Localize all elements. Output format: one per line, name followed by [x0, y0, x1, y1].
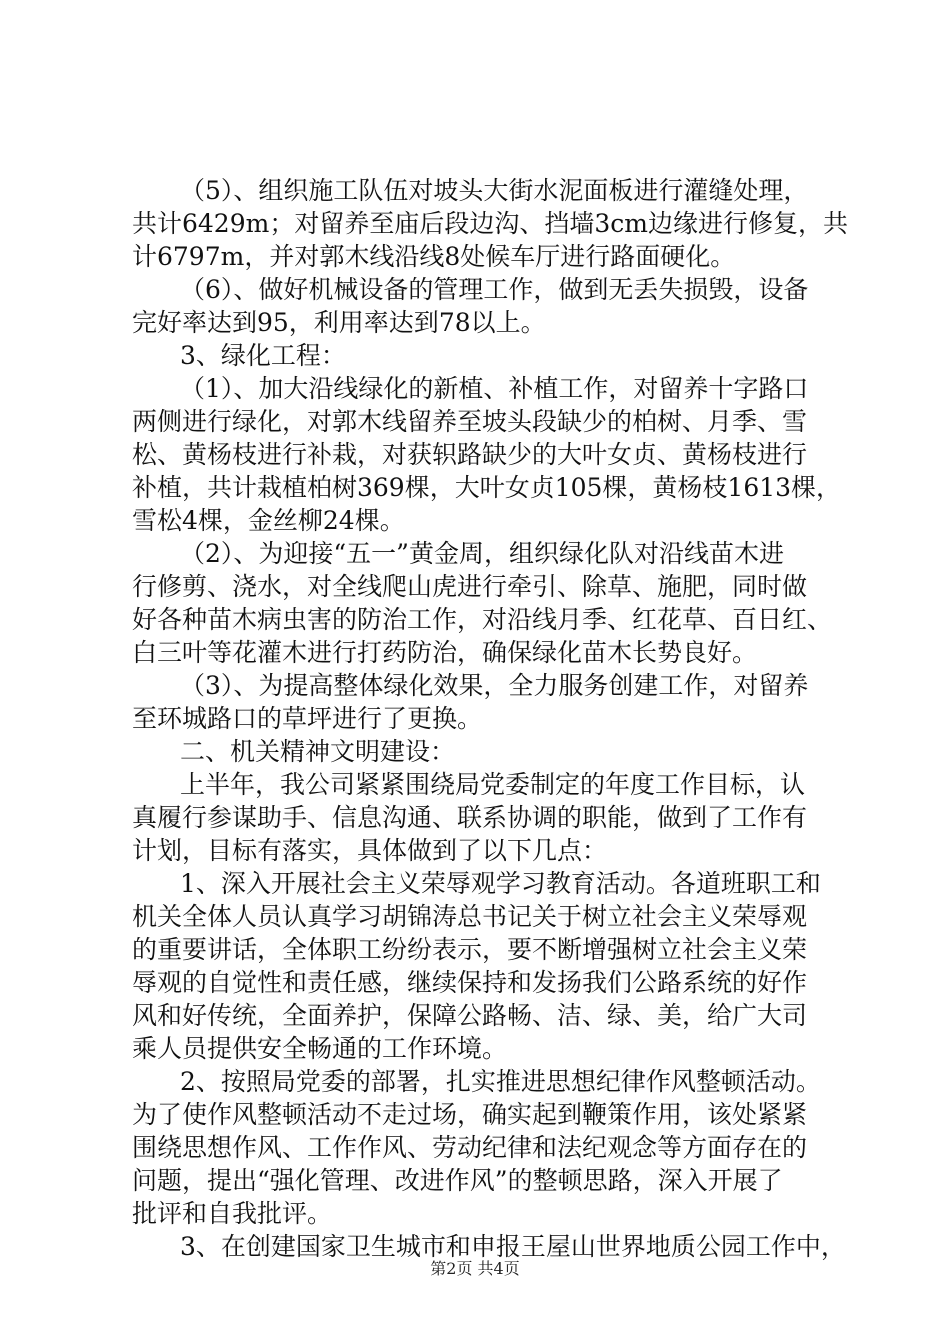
- text-line: 两侧进行绿化，对郭木线留养至坡头段缺少的柏树、月季、雪: [132, 407, 808, 436]
- text-line: 共计6429m；对留养至庙后段边沟、挡墙3cm边缘进行修复，共: [132, 209, 848, 238]
- text-line: 风和好传统，全面养护，保障公路畅、洁、绿、美，给广大司: [132, 1001, 808, 1030]
- text-line: 松、黄杨枝进行补栽，对获轵路缺少的大叶女贞、黄杨枝进行: [132, 440, 808, 469]
- text-line: 的重要讲话，全体职工纷纷表示，要不断增强树立社会主义荣: [132, 935, 808, 964]
- text-line: （1）、加大沿线绿化的新植、补植工作，对留养十字路口: [180, 374, 809, 403]
- text-line: 为了使作风整顿活动不走过场，确实起到鞭策作用，该处紧紧: [132, 1100, 808, 1129]
- text-line: （2）、为迎接“五一”黄金周，组织绿化队对沿线苗木进: [180, 539, 784, 568]
- text-line: 计划，目标有落实，具体做到了以下几点：: [132, 836, 608, 865]
- text-line: 雪松4棵，金丝柳24棵。: [132, 506, 405, 535]
- text-line: （6）、做好机械设备的管理工作，做到无丢失损毁，设备: [180, 275, 809, 304]
- text-line: 问题，提出“强化管理、改进作风”的整顿思路，深入开展了: [132, 1166, 783, 1195]
- text-line: 3、在创建国家卫生城市和申报王屋山世界地质公园工作中，: [180, 1232, 846, 1261]
- section-heading: 二、机关精神文明建设：: [180, 737, 456, 766]
- text-line: 上半年，我公司紧紧围绕局党委制定的年度工作目标，认: [180, 770, 806, 799]
- text-line: 机关全体人员认真学习胡锦涛总书记关于树立社会主义荣辱观: [132, 902, 808, 931]
- text-line: 补植，共计栽植柏树369棵，大叶女贞105棵，黄杨枝1613棵，: [132, 473, 842, 502]
- text-line: 好各种苗木病虫害的防治工作，对沿线月季、红花草、百日红、: [132, 605, 833, 634]
- text-line: 完好率达到95，利用率达到78以上。: [132, 308, 546, 337]
- section-heading: 3、绿化工程：: [180, 341, 346, 370]
- text-line: 计6797m，并对郭木线沿线8处候车厅进行路面硬化。: [132, 242, 736, 271]
- text-line: 1、深入开展社会主义荣辱观学习教育活动。各道班职工和: [180, 869, 821, 898]
- text-line: 真履行参谋助手、信息沟通、联系协调的职能，做到了工作有: [132, 803, 808, 832]
- text-line: 至环城路口的草坪进行了更换。: [132, 704, 483, 733]
- text-line: 2、按照局党委的部署，扎实推进思想纪律作风整顿活动。: [180, 1067, 821, 1096]
- text-line: 行修剪、浇水，对全线爬山虎进行牵引、除草、施肥，同时做: [132, 572, 808, 601]
- page-number-footer: 第2页 共4页: [430, 1259, 520, 1278]
- text-line: 围绕思想作风、工作作风、劳动纪律和法纪观念等方面存在的: [132, 1133, 808, 1162]
- text-line: 乘人员提供安全畅通的工作环境。: [132, 1034, 508, 1063]
- text-line: （3）、为提高整体绿化效果，全力服务创建工作，对留养: [180, 671, 809, 700]
- text-line: 辱观的自觉性和责任感，继续保持和发扬我们公路系统的好作: [132, 968, 808, 997]
- text-line: 白三叶等花灌木进行打药防治，确保绿化苗木长势良好。: [132, 638, 758, 667]
- text-line: （5）、组织施工队伍对坡头大街水泥面板进行灌缝处理，: [180, 176, 809, 205]
- text-line: 批评和自我批评。: [132, 1199, 333, 1228]
